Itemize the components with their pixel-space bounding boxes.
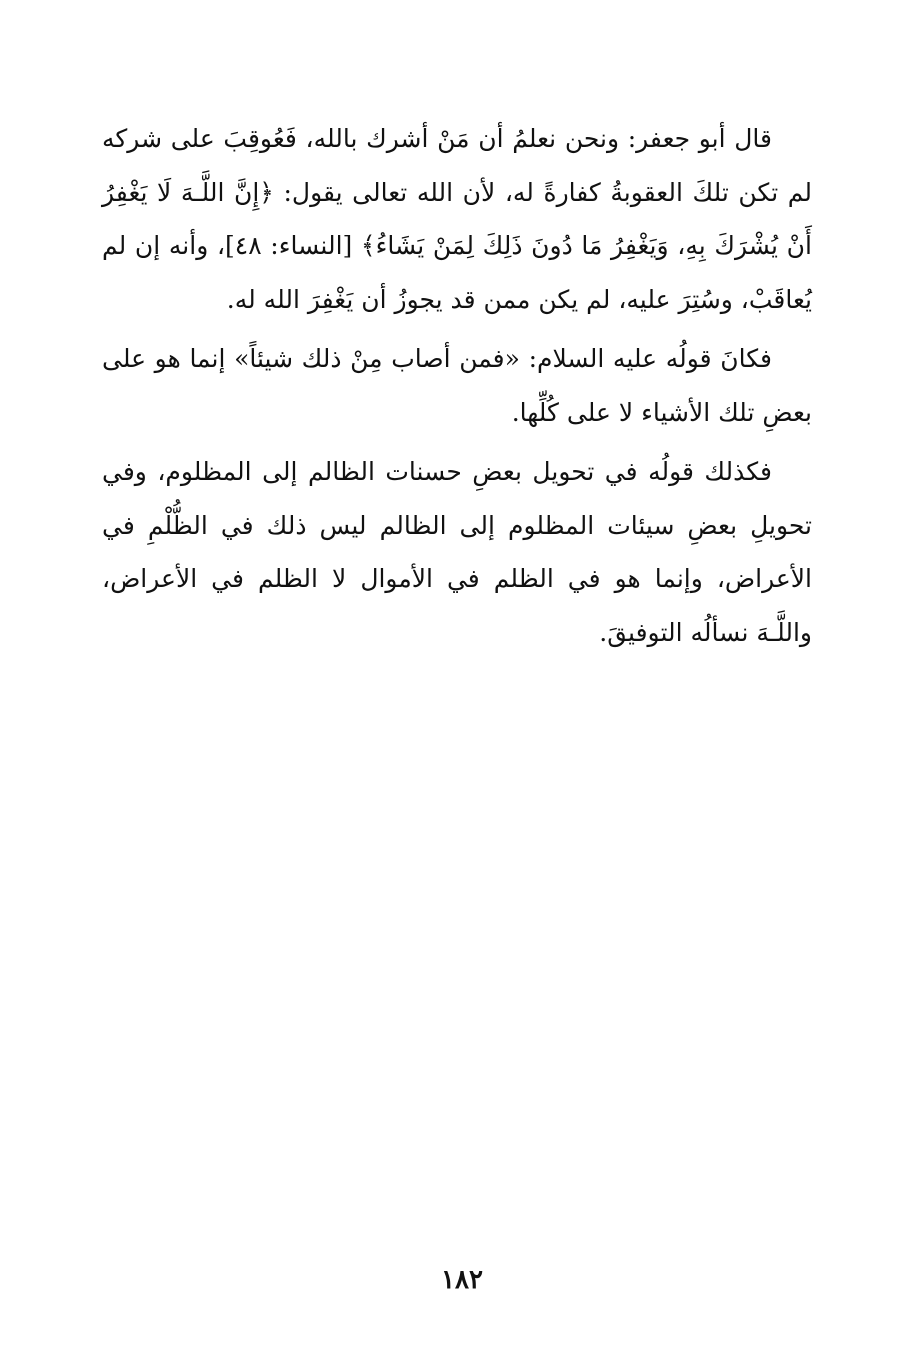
paragraph-1: قال أبو جعفر: ونحن نعلمُ أن مَنْ أشرك بالله، فَعُوقِبَ على شركه لم تكن تلكَ العقوبةُ كفارةً له، لأن الله تعالى يقول: ﴿إِنَّ اللَّـهَ لَا يَغْفِرُ أَنْ يُشْرَكَ بِهِ، وَيَغْفِرُ مَا دُونَ ذَلِكَ لِمَنْ يَشَاءُ﴾ [النساء: ٤٨]، وأنه إن لم يُعاقَبْ، وسُتِرَ عليه، لم يكن ممن قد يجوزُ أن يَغْفِرَ الله له. bbox=[102, 124, 812, 314]
body-text bbox=[102, 112, 812, 659]
page-number: ١٨٢ bbox=[441, 1265, 483, 1295]
paragraph-2: فكانَ قولُه عليه السلام: «فمن أصاب مِنْ ذلك شيئاً» إنما هو على بعضِ تلك الأشياء لا على كُلِّها. bbox=[102, 344, 812, 427]
paragraph-3: فكذلك قولُه في تحويل بعضِ حسنات الظالم إلى المظلوم، وفي تحويلِ بعضِ سيئات المظلوم إلى الظالم ليس ذلك في الظُّلْمِ في الأعراض، وإنما هو في الظلم في الأموال لا الظلم في الأعراض، واللَّـهَ نسألُه التوفيقَ. bbox=[102, 457, 812, 647]
